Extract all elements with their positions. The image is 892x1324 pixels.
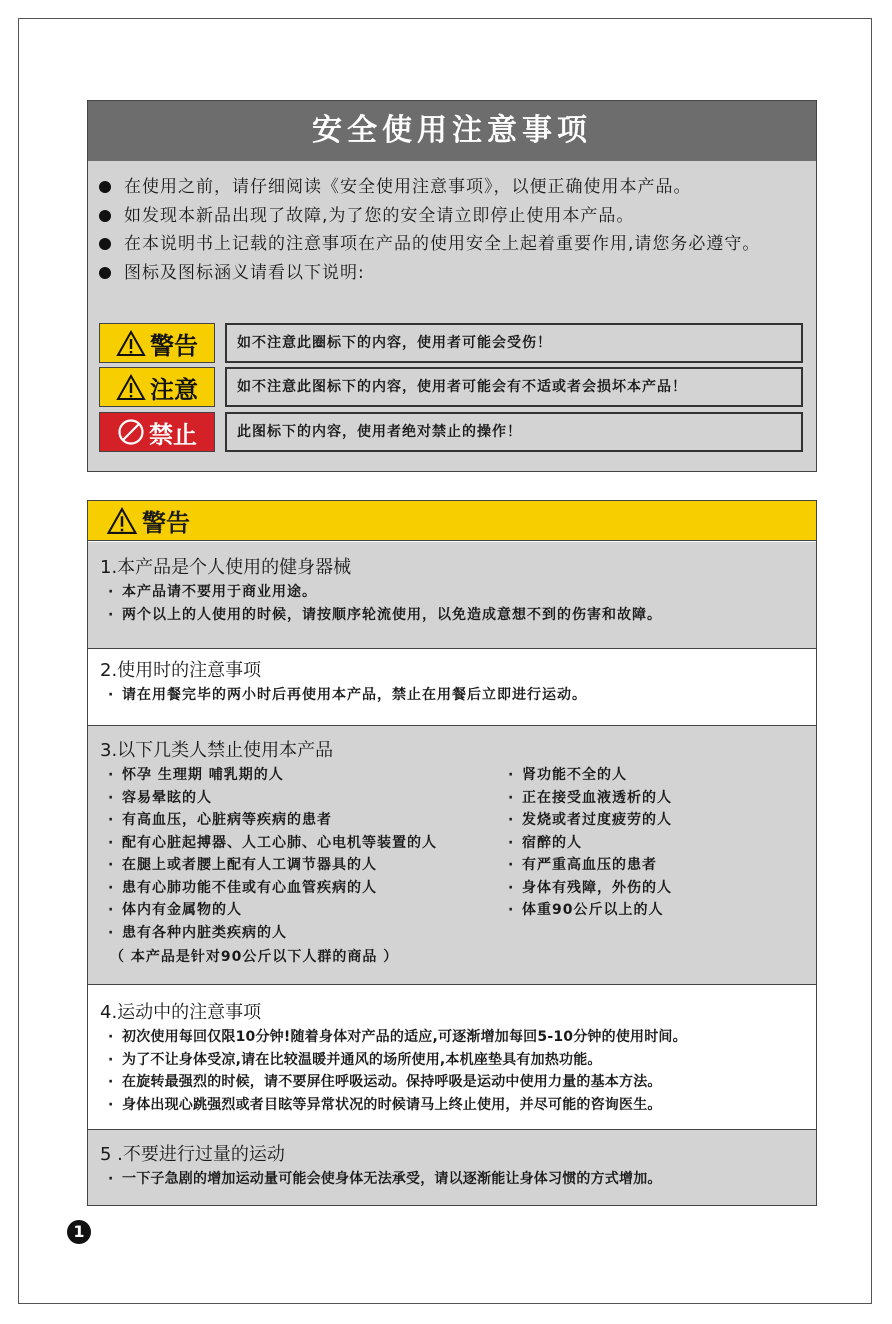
section-exercise-notes: [88, 984, 816, 1129]
intro-bullet: 在本说明书上记载的注意事项在产品的使用安全上起着重要作用,请您务必遵守。: [88, 230, 816, 259]
list-item: · 正在接受血液透析的人: [500, 787, 672, 810]
prohibited-people-columns: [100, 764, 816, 944]
section-usage-notes: [88, 648, 816, 725]
prohibited-icon: [117, 418, 145, 446]
list-item: · 配有心脏起搏器、人工心肺、心电机等装置的人: [100, 832, 500, 855]
list-item: · 容易晕眩的人: [100, 787, 500, 810]
list-item: · 身体有残障，外伤的人: [500, 877, 672, 900]
right-column: [500, 764, 672, 944]
list-item: · 宿醉的人: [500, 832, 672, 855]
list-item: · 怀孕 生理期 哺乳期的人: [100, 764, 500, 787]
safety-intro-panel: [87, 100, 817, 472]
section-title: 5 .不要进行过量的运动: [100, 1144, 285, 1165]
list-item: · 初次使用每回仅限10分钟!随着身体对产品的适应,可逐渐增加每回5-10分钟的使用时间。: [100, 1026, 816, 1049]
warning-header: 警告: [88, 501, 816, 541]
left-column: [100, 764, 500, 944]
section-no-overexercise: [88, 1129, 816, 1205]
intro-bullet: 图标及图标涵义请看以下说明:: [88, 259, 816, 288]
legend-caution-row: [99, 367, 804, 407]
list-item: · 患有心肺功能不佳或有心血管疾病的人: [100, 877, 500, 900]
bullet-icon: [99, 267, 111, 279]
list-item: · 在旋转最强烈的时候，请不要屏住呼吸运动。保持呼吸是运动中使用力量的基本方法。: [100, 1071, 816, 1094]
list-item: · 两个以上的人使用的时候，请按顺序轮流使用，以免造成意想不到的伤害和故障。: [100, 604, 816, 627]
section-personal-use: [88, 542, 816, 648]
legend-warning-row: [99, 323, 804, 363]
list-item: · 发烧或者过度疲劳的人: [500, 809, 672, 832]
intro-bullet-list: [88, 161, 816, 287]
warning-triangle-icon: [116, 330, 146, 357]
section-title: 3.以下几类人禁止使用本产品: [100, 740, 334, 761]
list-item: · 一下子急剧的增加运动量可能会使身体无法承受，请以逐渐能让身体习惯的方式增加。: [100, 1168, 816, 1191]
list-item: · 有高血压，心脏病等疾病的患者: [100, 809, 500, 832]
section-title: 1.本产品是个人使用的健身器械: [100, 557, 352, 578]
warning-triangle-icon: [106, 507, 138, 535]
warning-badge: 警告: [99, 323, 215, 363]
section-title: 4.运动中的注意事项: [100, 1002, 262, 1023]
section-prohibited-people: [88, 725, 816, 984]
caution-badge: 注意: [99, 367, 215, 407]
list-item: · 患有各种内脏类疾病的人: [100, 922, 500, 945]
page-number: 1: [67, 1220, 91, 1244]
bullet-icon: [99, 238, 111, 250]
list-item: · 在腿上或者腰上配有人工调节器具的人: [100, 854, 500, 877]
prohibit-badge: 禁止: [99, 412, 215, 452]
list-item: · 有严重高血压的患者: [500, 854, 672, 877]
legend-description: 此图标下的内容，使用者绝对禁止的操作！: [225, 412, 803, 452]
warning-triangle-icon: [116, 374, 146, 401]
weight-limit-note: （ 本产品是针对90公斤以下人群的商品 ）: [110, 949, 399, 965]
list-item: · 肾功能不全的人: [500, 764, 672, 787]
list-item: · 本产品请不要用于商业用途。: [100, 581, 816, 604]
intro-title: 安全使用注意事项: [88, 101, 816, 161]
list-item: · 为了不让身体受凉,请在比较温暖并通风的场所使用,本机座垫具有加热功能。: [100, 1049, 816, 1072]
warning-panel: [87, 500, 817, 1206]
section-title: 2.使用时的注意事项: [100, 660, 262, 681]
legend-prohibit-row: [99, 412, 804, 452]
list-item: · 体内有金属物的人: [100, 899, 500, 922]
bullet-icon: [99, 181, 111, 193]
intro-bullet: 如发现本新品出现了故障,为了您的安全请立即停止使用本产品。: [88, 202, 816, 231]
legend-description: 如不注意此圈标下的内容，使用者可能会受伤！: [225, 323, 803, 363]
bullet-icon: [99, 210, 111, 222]
intro-bullet: 在使用之前，请仔细阅读《安全使用注意事项》，以便正确使用本产品。: [88, 173, 816, 202]
list-item: · 体重90公斤以上的人: [500, 899, 672, 922]
legend-description: 如不注意此图标下的内容，使用者可能会有不适或者会损坏本产品！: [225, 367, 803, 407]
list-item: · 身体出现心跳强烈或者目眩等异常状况的时候请马上终止使用，并尽可能的咨询医生。: [100, 1094, 816, 1117]
list-item: · 请在用餐完毕的两小时后再使用本产品，禁止在用餐后立即进行运动。: [100, 684, 816, 707]
